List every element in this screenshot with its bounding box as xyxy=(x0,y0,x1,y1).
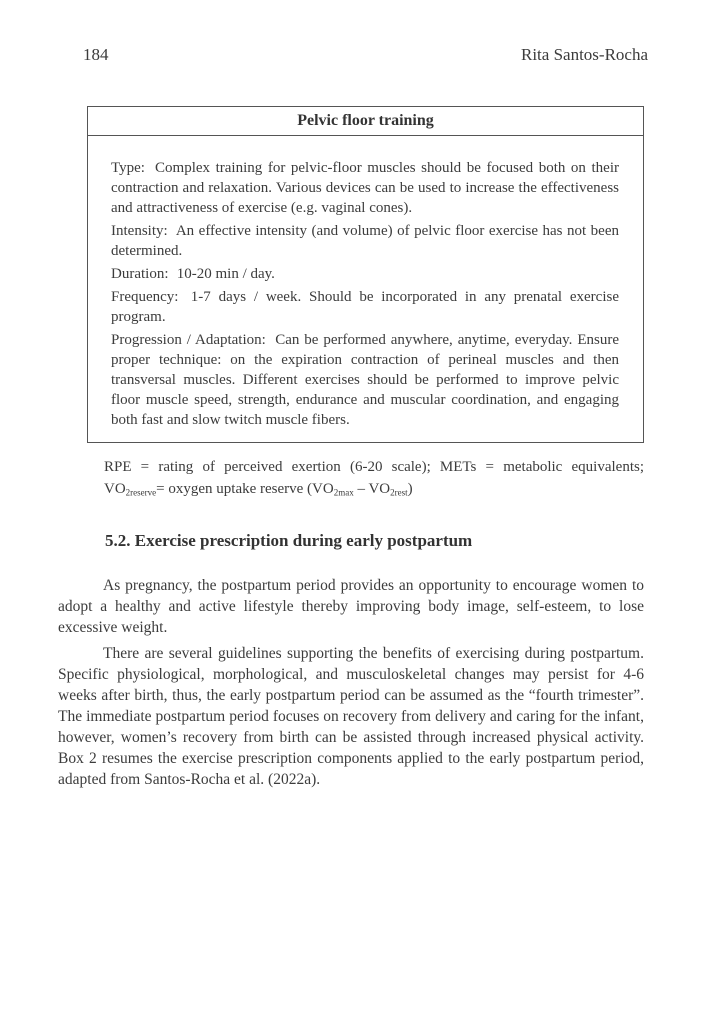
footnote-subscript-reserve: 2reserve xyxy=(125,487,157,498)
box-entry-progression xyxy=(111,330,619,430)
table-footnote xyxy=(104,456,644,504)
box-title: Pelvic floor training xyxy=(88,107,643,136)
body-paragraph-1: As pregnancy, the postpartum period provides an opportunity to encourage women to adopt a healthy and active lifestyle thereby improving body image, self-esteem, to lose excessive weight. xyxy=(58,576,644,636)
pelvic-floor-training-box xyxy=(87,106,644,443)
box-entry-intensity xyxy=(111,221,619,261)
entry-text-type: Complex training for pelvic-floor muscles should be focused both on their contraction and relaxation. Various devices can be used to increase the effectiveness and attractiveness of exercise (e.g. vaginal cones). xyxy=(111,160,619,216)
entry-text-frequency: 1-7 days / week. Should be incorporated in any prenatal exercise program. xyxy=(111,289,620,325)
section-heading: 5.2. Exercise prescription during early postpartum xyxy=(105,530,473,550)
entry-label-intensity: Intensity: xyxy=(111,223,168,239)
entry-text-duration: 10-20 min / day. xyxy=(176,266,275,282)
box-content xyxy=(88,136,643,442)
entry-label-progression: Progression / Adaptation: xyxy=(111,332,266,348)
running-head-author: Rita Santos-Rocha xyxy=(520,45,648,64)
entry-label-duration: Duration: xyxy=(111,266,169,282)
box-entry-duration xyxy=(111,264,619,284)
footnote-text: – VO xyxy=(353,481,391,497)
running-header xyxy=(83,45,648,65)
footnote-text: = oxygen uptake reserve (VO xyxy=(156,481,334,497)
footnote-text: ) xyxy=(407,481,413,497)
footnote-text: RPE = rating of perceived exertion (6-20 scale); METs = metabolic equivalents; VO xyxy=(104,459,644,497)
footnote-subscript-max: 2max xyxy=(333,487,354,498)
entry-label-frequency: Frequency: xyxy=(111,289,179,305)
body-paragraph-2: There are several guidelines supporting the benefits of exercising during postpartum. Specific physiological, morphological, and musculoskeletal changes may persist for 4-6 weeks after birth, thus, the early postpartum period can be assumed as the “fourth trimester”. The immediate postpartum period focuses on recovery from delivery and caring for the infant, however, women’s recovery from birth can be assisted through increased physical activity. Box 2 resumes the exercise prescription components applied to the early postpartum period, adapted from Santos-Rocha et al. (2022a). xyxy=(58,644,644,788)
box-entry-type xyxy=(111,158,619,218)
entry-label-type: Type: xyxy=(111,160,145,176)
footnote-subscript-rest: 2rest xyxy=(390,487,408,498)
entry-text-intensity: An effective intensity (and volume) of pelvic floor exercise has not been determined. xyxy=(111,223,619,259)
page-number: 184 xyxy=(83,45,109,64)
entry-text-progression: Can be performed anywhere, anytime, everyday. Ensure proper technique: on the expiration contraction of perineal muscles and then transversal muscles. Different exercises should be performed to improve pelvic floor muscle speed, strength, endurance and muscular coordination, and engaging both fast and slow twitch muscle fibers. xyxy=(111,332,619,428)
box-entry-frequency xyxy=(111,287,619,327)
